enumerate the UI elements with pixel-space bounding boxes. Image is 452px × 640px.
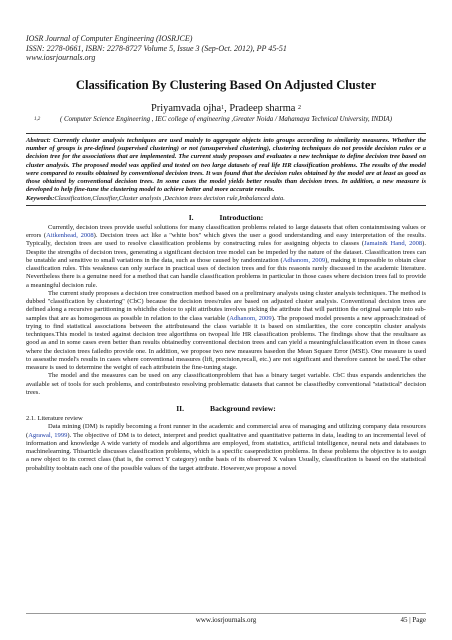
section-number: II. <box>176 404 185 414</box>
section-title: Background review: <box>210 404 276 414</box>
affiliation-marker: 1,2 <box>34 116 41 122</box>
section-title: Introduction: <box>219 212 264 222</box>
journal-issn: ISSN: 2278-0661, ISBN: 2278-8727 Volume 5, Issue 3 (Sep-Oct. 2012), PP 45-51 <box>26 43 287 53</box>
abstract-block <box>26 133 426 206</box>
footer-url: www.iosrjournals.org <box>195 616 257 624</box>
keywords-label: Keywords: <box>26 194 55 202</box>
journal-url: www.iosrjournals.org <box>26 53 96 62</box>
text-run: ). The objective of DM is to detect, interpret and predict qualitative and quantitative patterns in data, leading to an incremental level of information and knowledge A wide variety of models and algorithms are employed, from statistics, artificial intelligence, neural nets and databases to machinelearning. Thisarticle discusses classification problems, which is a specific caseprediction problems. In these problems the objective is to assign a new object to its correct class (that is, the correct Y category) onthe basis of its observed X values Usually, classification is based on the statistical probability toobtain each one of the possible values of the target attribute. However,we propose a novel <box>26 431 426 472</box>
subsection-heading: 2.1. Literature review <box>26 415 83 423</box>
text-run: ), making it impossible to obtain clear classification rules. This weakness can only surface in practical uses of decision trees and for this reasonis rarely discussed in the academic literature. Nevertheless there is a genuine need for a method that can handle classification problems in particular in those cases where decision trees fail to provide a meaningful decision rule. <box>26 256 427 289</box>
section-heading-background <box>26 404 426 413</box>
intro-paragraph-3: The model and the measures can be used on any classificationproblem that has a binary target variable. CbC thus expands andenriches the available set of tools for such problems, and contributesto resolving problematic datasets that cannot be classifiedby conventional ''statistical'' decision trees. <box>26 372 426 396</box>
keywords <box>26 195 426 203</box>
abstract-text: Currently cluster analysis techniques are used mainly to aggregate objects into groups according to similarity measures. Whether the number of groups is pre-defined (supervised clustering) or not (unsupervised clustering), clustering techniques do not provide decision rules or a decision tree for the associations that are implemented. The current study proposes and evaluates a new technique to define decision tree based on cluster analysis. The proposed model was applied and tested on two large datasets of real life HR classification problems. The results of the model were compared to results obtained by conventional decision trees. It was found that the decision rules obtained by the model are at least as good as those obtained by conventional decision trees. In some cases the model yields better results than decision trees. In addition, a new measure is developed to help fine-tune the clustering model to achieve better and more accurate results. <box>26 136 426 194</box>
abstract-label: Abstract: <box>26 136 51 144</box>
text-run: The current study proposes a decision tree construction method based on a preliminary analysis using cluster analysis techniques. The method is dubbed ''classification by clustering'' (CbC) because the decision trees/rules are based on adjusted cluster analysis. Conventional decision trees are defined along a recursive partitioning in whichthe choice to split attributes involves picking the attribute that will partition the original sample into sub-samples that are as homogenous as possible in relation to the class variable ( <box>26 289 426 322</box>
author-2: Pradeep sharma <box>229 102 298 114</box>
citation-link[interactable]: Jamain& Hand, 2008 <box>364 240 423 248</box>
footer-divider <box>26 613 426 614</box>
citation-link[interactable]: Adhanom, 2009 <box>282 256 326 264</box>
intro-paragraph-1 <box>26 224 426 290</box>
page-number: 45 | Page <box>400 616 426 624</box>
text-run: Currently, decision trees provide useful solutions for many classification problems related to large datasets that often containmissing values or errors ( <box>26 223 426 240</box>
author-list <box>26 103 426 115</box>
abstract <box>26 137 426 195</box>
text-run: ). The proposed model presents a new approach:instead of trying to find statistical associations between the attributesand the class variable it is based on similarities, the core conceptin cluster analysis techniques.This model is tested against decision tree algorithms on twореal life HR classification problems. The findings show that the resultsare as good as and in some cases even better than results obtainedby conventional decision trees and can yield a meaningfulclassification even in those cases where the decision trees failedto provide one. In addition, we propose two new measures basedon the Mean Square Error (MSE). One measure is used to assessthe model's results in cases where conventional measures (lift, precision,recall, etc.) are not significant and therefore cannot be used.The other measure is used to determine the weight of each attributein the fine-tuning stage. <box>26 314 426 372</box>
author-1-marker: 1 <box>221 104 225 111</box>
journal-name: IOSR Journal of Computer Engineering (IOSRJCE) <box>26 34 193 43</box>
citation-link[interactable]: Adhanom, 2009 <box>229 314 272 322</box>
text-run: ). Despite the strengths of decision trees, generating a significant decision tree model can be impeded by the nature of the dataset. Classification trees can be unstable and sensitive to small variations in the data, such as those caused by randomization ( <box>26 240 426 264</box>
intro-paragraph-2 <box>26 290 426 373</box>
text-run: Data mining (DM) is rapidly becoming a front runner in the academic and commercial area of managing and utilizing company data resources ( <box>26 423 426 439</box>
citation-link[interactable]: Agrawal, 1999 <box>28 431 68 439</box>
author-1: Priyamvada ojha <box>151 102 222 114</box>
paper-page <box>26 34 426 473</box>
keywords-text: Classification,Classifier,Cluster analysis ,Decision trees decision rule,Imbalanced data. <box>54 194 285 202</box>
author-2-marker: 2 <box>298 104 301 111</box>
citation-link[interactable]: Aitkenhead, 2008 <box>46 232 94 240</box>
affiliation-text: ( Computer Science Engineering , IEC college of engineering ,Greater Noida / Mahamaya Technical University, INDIA) <box>59 115 393 123</box>
section-heading-introduction <box>26 213 426 222</box>
section-number: I. <box>188 212 194 222</box>
background-paragraph-1 <box>26 423 426 473</box>
text-run: ). Decision trees act like a ''white box'' which gives the user a good understanding and easy interpretation of the results. Typically, decision trees are used to resolve classification problems by constructing rules for assigning objects to classes ( <box>26 232 426 248</box>
author-separator: , <box>224 102 230 114</box>
affiliation <box>26 116 426 124</box>
paper-title: Classification By Clustering Based On Adjusted Cluster <box>75 77 377 92</box>
journal-header <box>26 34 426 63</box>
